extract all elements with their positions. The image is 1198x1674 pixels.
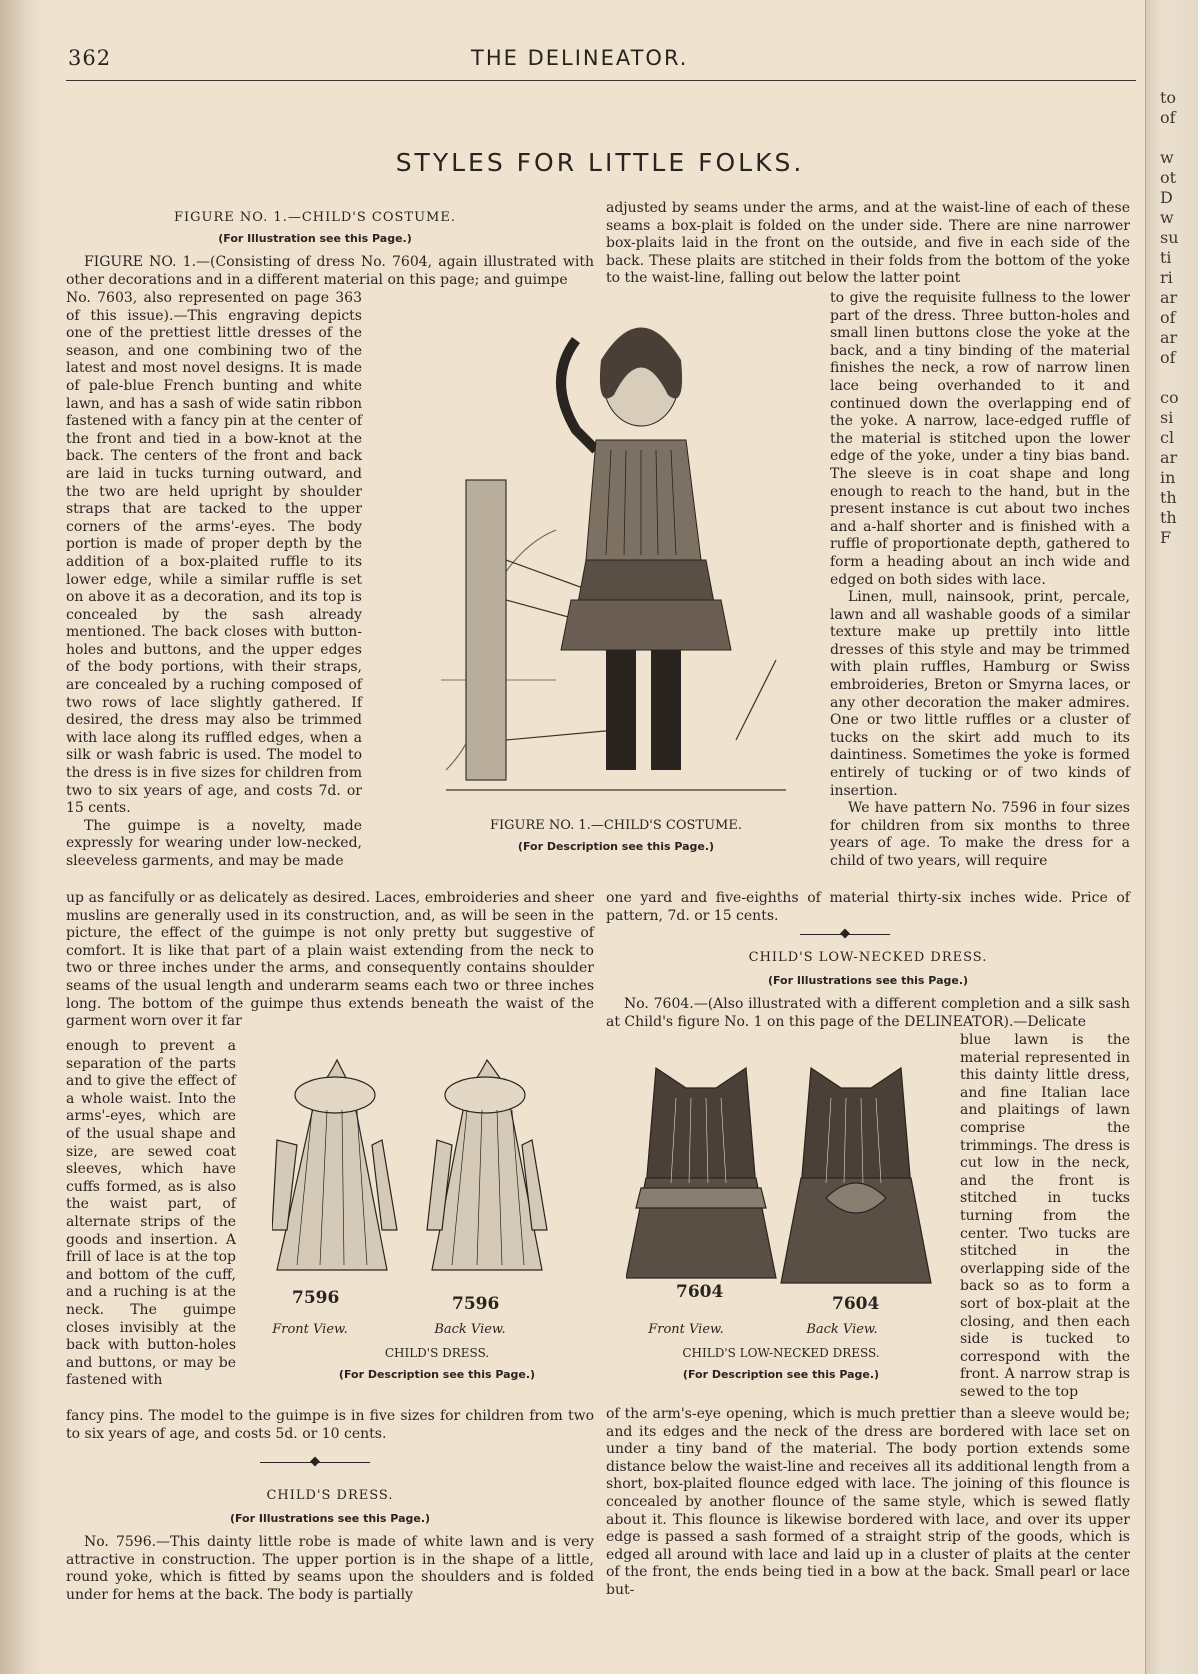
- front-view-label: Front View.: [648, 1322, 724, 1337]
- childs-dress-subheading: (For Illustrations see this Page.): [229, 1512, 431, 1525]
- page-title: STYLES FOR LITTLE FOLKS.: [395, 148, 805, 177]
- facing-page-fragment: of: [1160, 108, 1176, 127]
- book-spine: [0, 0, 44, 1674]
- page: [60, 0, 1140, 1674]
- facing-page-fragment: ri: [1160, 268, 1173, 287]
- facing-page-fragment: th: [1160, 488, 1177, 507]
- dress-7604-caption: CHILD'S LOW-NECKED DRESS.: [682, 1346, 880, 1360]
- pattern-number: 7604: [676, 1282, 724, 1302]
- facing-page-fragment: D: [1160, 188, 1173, 207]
- facing-page-edge: [1145, 0, 1198, 1674]
- journal-title: THE DELINEATOR.: [471, 46, 689, 70]
- dress-7596-caption: CHILD'S DRESS.: [384, 1346, 490, 1360]
- facing-page-fragment: ot: [1160, 168, 1177, 187]
- facing-page-fragment: in: [1160, 468, 1176, 487]
- facing-page-fragment: F: [1160, 528, 1172, 547]
- facing-page-fragment: ar: [1160, 448, 1178, 467]
- guimpe-text-wide: up as fancifully or as delicately as desired. Laces, embroideries and sheer muslins are generally used in its construction, and, as will be seen in the picture, the effect of the guimpe is not only pretty but suggestive of comfort. It is like that part of a plain waist extending from the neck to two or three inches under the arms, and consequently contains shoulder seams of the usual length and underarm seams each two or three inches long. The bottom of the guimpe thus extends beneath the waist of the garment worn over it far: [66, 890, 594, 1030]
- figure1-text-narrow: No. 7603, also represented on page 363 of this issue).—This engraving depicts one of the prettiest little dresses of the season, and one combining two of the latest and most novel designs. It is made of pale-blue French bunting and white lawn, and has a sash of wide satin ribbon fastened with a fancy pin at the center of the front and tied in a bow-knot at the back. The centers of the front and back are laid in tucks turning outward, and the two are held upright by shoulder straps that are tacked to the upper corners of the arms'-eyes. The body portion is made of proper depth by the addition of a box-plaited ruffle to its lower edge, while a similar ruffle is set on above it as a decoration, and its top is concealed by the sash already mentioned. The back closes with button-holes and buttons, and the upper edges of the body portions, with their straps, are concealed by a ruching composed of two rows of lace slightly gathered. If desired, the dress may also be trimmed with lace along its ruffled edges, when a silk or wash fabric is used. The model to the dress is in five sizes for children from two to six years of age, and costs 7d. or 15 cents. The guimpe is a novelty, made expressly for wearing under low-necked, sleeveless garments, and may be made: [66, 290, 362, 869]
- low-necked-heading: CHILD'S LOW-NECKED DRESS.: [748, 950, 988, 965]
- figure1-caption-sub: (For Description see this Page.): [517, 840, 715, 853]
- facing-page-fragment: to: [1160, 88, 1177, 107]
- right-col-top: adjusted by seams under the arms, and at the waist-line of each of these seams a box-plait is folded on the under side. There are nine narrower box-plaits laid in the front on the outside, and five in each side of the back. These plaits are stitched in their folds from the bottom of the yoke to the waist-line, falling out below the latter point: [606, 200, 1130, 287]
- facing-page-fragment: si: [1160, 408, 1174, 427]
- section-divider: [260, 1462, 370, 1463]
- facing-page-fragment: cl: [1160, 428, 1175, 447]
- dress-7604-illustration: [626, 1058, 956, 1298]
- dress-7596-illustration: [272, 1050, 602, 1295]
- figure1-text-wide: FIGURE NO. 1.—(Consisting of dress No. 7604, again illustrated with other decorations and in a different material on this page; and guimpe: [66, 254, 594, 288]
- figure1-heading: FIGURE NO. 1.—CHILD'S COSTUME.: [173, 210, 456, 225]
- dress-7604-caption-sub: (For Description see this Page.): [682, 1368, 880, 1381]
- facing-page-fragment: ti: [1160, 248, 1172, 267]
- back-view-label: Back View.: [806, 1322, 878, 1337]
- section-divider: [800, 934, 890, 935]
- facing-page-fragment: w: [1160, 148, 1174, 167]
- facing-page-fragment: of: [1160, 348, 1176, 367]
- front-view-label: Front View.: [272, 1322, 348, 1337]
- running-header: [66, 44, 1136, 81]
- facing-page-fragment: ar: [1160, 288, 1178, 307]
- facing-page-fragment: of: [1160, 308, 1176, 327]
- facing-page-fragment: ar: [1160, 328, 1178, 347]
- figure1-caption: FIGURE NO. 1.—CHILD'S COSTUME.: [489, 818, 742, 833]
- figure1-subheading: (For Illustration see this Page.): [218, 232, 412, 245]
- low-necked-column: blue lawn is the material represented in this dainty little dress, and fine Italian lace and plaitings of lawn comprise the trimmings. The dress is cut low in the neck, and the front is stitched in tucks turning from the center. Two tucks are stitched in the overlapping side of the back so as to form a sort of box-plait at the closing, and then each side is tucked to correspond with the front. A narrow strap is sewed to the top: [960, 1032, 1130, 1400]
- facing-page-fragment: su: [1160, 228, 1179, 247]
- dress-7596-caption-sub: (For Description see this Page.): [338, 1368, 536, 1381]
- pattern-number: 7596: [292, 1288, 340, 1308]
- low-necked-intro: No. 7604.—(Also illustrated with a different completion and a silk sash at Child's figure No. 1 on this page of the DELINEATOR).—Delicate: [606, 996, 1130, 1030]
- back-view-label: Back View.: [434, 1322, 506, 1337]
- facing-page-fragment: w: [1160, 208, 1174, 227]
- page-number: 362: [68, 46, 112, 70]
- right-col-end: one yard and five-eighths of material thirty-six inches wide. Price of pattern, 7d. or 15 cents.: [606, 890, 1130, 924]
- low-necked-subheading: (For Illustrations see this Page.): [767, 974, 969, 987]
- pattern-number: 7596: [452, 1294, 500, 1314]
- facing-page-fragment: co: [1160, 388, 1179, 407]
- guimpe-text-end: fancy pins. The model to the guimpe is in five sizes for children from two to six years of age, and costs 5d. or 10 cents.: [66, 1408, 594, 1442]
- right-col-narrow: to give the requisite fullness to the lower part of the dress. Three button-holes and small linen buttons close the yoke at the back, and a tiny binding of the material finishes the neck, a row of narrow linen lace being overhanded to it and continued down the overlapping end of the yoke. A narrow, lace-edged ruffle of the material is stitched upon the lower edge of the yoke, under a tiny bias band. The sleeve is in coat shape and long enough to reach to the hand, but in the present instance is cut about two inches and a-half shorter and is finished with a ruffle of proportionate depth, gathered to form a heading about an inch wide and edged on both sides with lace. Linen, mull, nainsook, print, percale, lawn and all washable goods of a similar texture make up prettily into little dresses of this style and may be trimmed with plain ruffles, Hamburg or Swiss embroideries, Breton or Smyrna laces, or any other decoration the maker admires. One or two little ruffles or a cluster of tucks on the skirt add much to its daintiness. Sometimes the yoke is formed entirely of tucking or of two kinds of insertion. We have pattern No. 7596 in four sizes for children from six months to three years of age. To make the dress for a child of two years, will require: [830, 290, 1130, 869]
- pattern-number: 7604: [832, 1294, 880, 1314]
- facing-page-fragment: th: [1160, 508, 1177, 527]
- guimpe-text-column: enough to prevent a separation of the parts and to give the effect of a whole waist. Into the arms'-eyes, which are of the usual shape and size, are sewed coat sleeves, which have cuffs formed, as is also the waist part, of alternate strips of the goods and insertion. A frill of lace is at the top and bottom of the cuff, and a ruching is at the neck. The guimpe closes invisibly at the back with button-holes and buttons, or may be fastened with: [66, 1038, 236, 1389]
- child-costume-illustration: [436, 300, 796, 815]
- low-necked-end: of the arm's-eye opening, which is much prettier than a sleeve would be; and its edges and the neck of the dress are bordered with lace set on under a tiny band of the material. The body portion extends some distance below the waist-line and receives all its additional length from a short, box-plaited flounce edged with lace. The joining of this flounce is concealed by another flounce of the same style, which is sewed flatly about it. This flounce is likewise bordered with lace, and over its upper edge is passed a sash formed of a straight strip of the goods, which is edged all around with lace and laid up in a cluster of plaits at the center of the front, the ends being tied in a bow at the back. Small pearl or lace but-: [606, 1406, 1130, 1598]
- childs-dress-heading: CHILD'S DRESS.: [266, 1488, 394, 1503]
- childs-dress-text: No. 7596.—This dainty little robe is made of white lawn and is very attractive in construction. The upper portion is in the shape of a little, round yoke, which is fitted by seams upon the shoulders and is folded under for hems at the back. The body is partially: [66, 1534, 594, 1603]
